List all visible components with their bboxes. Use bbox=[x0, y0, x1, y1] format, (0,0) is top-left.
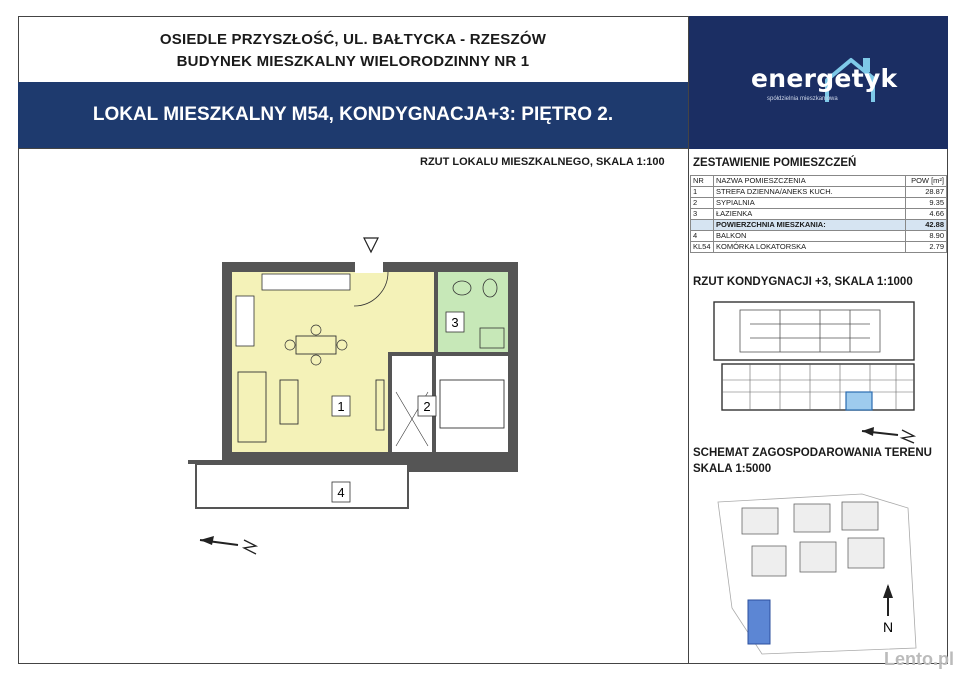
wall-bath bbox=[434, 272, 438, 352]
col-name: NAZWA POMIESZCZENIA bbox=[714, 176, 906, 187]
row-area: 4.66 bbox=[906, 209, 947, 220]
room-2-label: 2 bbox=[423, 399, 431, 414]
room-1-label: 1 bbox=[337, 399, 345, 414]
north-arrow-icon bbox=[860, 425, 924, 445]
table-row bbox=[691, 242, 947, 253]
site-plan bbox=[712, 488, 922, 660]
header-line-1: OSIEDLE PRZYSZŁOŚĆ, UL. BAŁTYCKA - RZESZÓW bbox=[159, 31, 547, 48]
row-nr: 1 bbox=[691, 187, 714, 198]
row-nr: 4 bbox=[691, 231, 714, 242]
row-nr: 3 bbox=[691, 209, 714, 220]
wall-mid bbox=[392, 352, 508, 356]
col-area: POW [m²] bbox=[906, 176, 947, 187]
row-nr: 2 bbox=[691, 198, 714, 209]
col-nr: NR bbox=[691, 176, 714, 187]
unit-title: LOKAL MIESZKALNY M54, KONDYGNACJA+3: PIĘTRO 2. bbox=[92, 104, 614, 125]
row-area: 8.90 bbox=[906, 231, 947, 242]
kitchen-side bbox=[236, 296, 254, 346]
header-line-2: BUDYNEK MIESZKALNY WIELORODZINNY NR 1 bbox=[176, 53, 530, 70]
entry-door-gap bbox=[355, 261, 383, 273]
site-plan-scale: SKALA 1:5000 bbox=[693, 463, 772, 475]
building-outline bbox=[714, 302, 914, 360]
highlighted-building bbox=[748, 600, 770, 644]
wall-closet bbox=[388, 352, 392, 452]
row-name: SYPIALNIA bbox=[714, 198, 906, 209]
room-living-hall bbox=[388, 272, 434, 352]
floor-plan-title: RZUT KONDYGNACJI +3, SKALA 1:1000 bbox=[693, 276, 913, 288]
row-area: 2.79 bbox=[906, 242, 947, 253]
north-n-glyph bbox=[244, 540, 256, 554]
table-header bbox=[691, 176, 947, 187]
apartments-grid bbox=[722, 364, 914, 410]
summary-name: POWIERZCHNIA MIESZKANIA: bbox=[714, 220, 906, 231]
row-area: 28.87 bbox=[906, 187, 947, 198]
row-name: ŁAZIENKA bbox=[714, 209, 906, 220]
row-name: BALKON bbox=[714, 231, 906, 242]
summary-nr bbox=[691, 220, 714, 231]
kitchen-counter bbox=[262, 274, 350, 290]
table-row bbox=[691, 198, 947, 209]
entrance-arrow-icon bbox=[364, 238, 378, 252]
north-label: N bbox=[882, 619, 894, 635]
plan-title: RZUT LOKALU MIESZKALNEGO, SKALA 1:100 bbox=[420, 156, 665, 168]
logo-name: energetyk bbox=[751, 64, 898, 93]
parking-grid bbox=[740, 310, 880, 352]
buildings-cluster bbox=[742, 502, 884, 576]
watermark: Lento.pl bbox=[884, 649, 954, 669]
row-name: STREFA DZIENNA/ANEKS KUCH. bbox=[714, 187, 906, 198]
highlighted-unit bbox=[846, 392, 872, 410]
balcony bbox=[196, 464, 408, 508]
table-summary-row bbox=[691, 220, 947, 231]
row-name: KOMÓRKA LOKATORSKA bbox=[714, 242, 906, 253]
rooms-table bbox=[690, 175, 947, 253]
rooms-table-title: ZESTAWIENIE POMIESZCZEŃ bbox=[693, 157, 857, 169]
room-living-main bbox=[232, 272, 388, 452]
table-row bbox=[691, 231, 947, 242]
residential-block bbox=[722, 364, 914, 410]
logo-subtitle: spółdzielnia mieszkaniowa bbox=[767, 96, 838, 102]
north-arrowhead bbox=[200, 536, 214, 545]
building-floor-plan bbox=[700, 292, 930, 422]
table-row bbox=[691, 209, 947, 220]
site-plan-title: SCHEMAT ZAGOSPODAROWANIA TERENU bbox=[693, 447, 932, 459]
summary-area: 42.88 bbox=[906, 220, 947, 231]
row-area: 9.35 bbox=[906, 198, 947, 209]
row-nr: KL54 bbox=[691, 242, 714, 253]
room-bedroom-bg bbox=[392, 356, 508, 452]
site-north-arrowhead bbox=[883, 584, 893, 598]
room-3-label: 3 bbox=[451, 315, 459, 330]
logo-panel bbox=[689, 16, 948, 149]
table-row bbox=[691, 187, 947, 198]
room-4-label: 4 bbox=[337, 485, 345, 500]
